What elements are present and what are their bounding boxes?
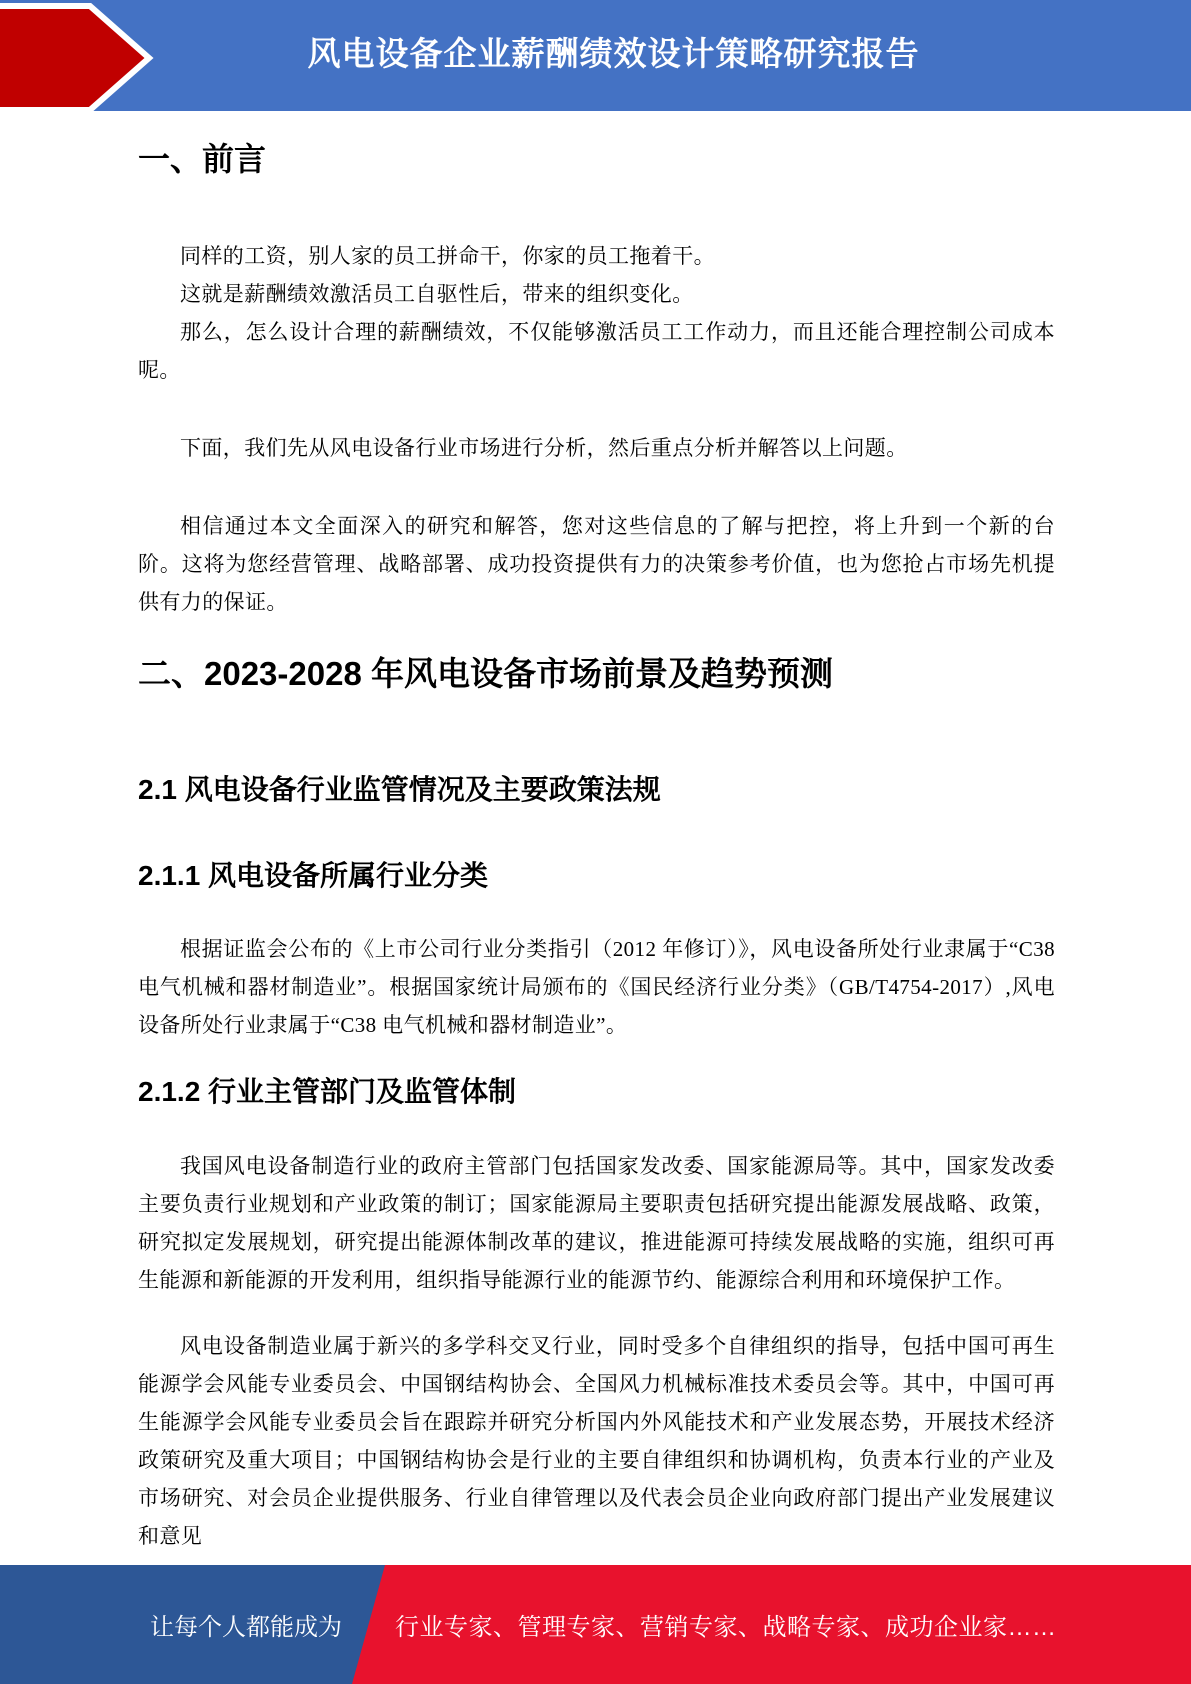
report-title: 风电设备企业薪酬绩效设计策略研究报告	[307, 35, 920, 72]
footer-slogan-right: 行业专家、管理专家、营销专家、战略专家、成功企业家……	[395, 1614, 1057, 1641]
document-body	[138, 111, 1055, 1591]
paragraph-intro-1: 同样的工资，别人家的员工拼命干，你家的员工拖着干。	[180, 244, 715, 268]
header-banner	[0, 0, 1191, 111]
subsection-heading-2-1-2: 2.1.2 行业主管部门及监管体制	[138, 1076, 517, 1107]
section-heading-preface: 一、前言	[138, 141, 267, 177]
section-heading-market-forecast: 二、2023-2028 年风电设备市场前景及趋势预测	[138, 655, 833, 692]
paragraph-intro-5: 相信通过本文全面深入的研究和解答，您对这些信息的了解与把控，将上升到一个新的台阶。这将为您经营管理、战略部署、成功投资提供有力的决策参考价值，也为您抢占市场先机提供有力的保证。	[138, 514, 1055, 614]
subsection-heading-2-1: 2.1 风电设备行业监管情况及主要政策法规	[138, 774, 661, 805]
paragraph-associations: 风电设备制造业属于新兴的多学科交叉行业，同时受多个自律组织的指导，包括中国可再生能源学会风能专业委员会、中国钢结构协会、全国风力机械标准技术委员会等。其中，中国可再生能源学会风能专业委员会旨在跟踪并研究分析国内外风能技术和产业发展态势，开展技术经济政策研究及重大项目；中国钢结构协会是行业的主要自律组织和协调机构，负责本行业的产业及市场研究、对会员企业提供服务、行业自律管理以及代表会员企业向政府部门提出产业发展建议和意见	[138, 1334, 1055, 1548]
paragraph-intro-3: 那么，怎么设计合理的薪酬绩效，不仅能够激活员工工作动力，而且还能合理控制公司成本呢。	[138, 320, 1055, 382]
subsection-heading-2-1-1: 2.1.1 风电设备所属行业分类	[138, 860, 489, 891]
paragraph-regulators: 我国风电设备制造行业的政府主管部门包括国家发改委、国家能源局等。其中，国家发改委主要负责行业规划和产业政策的制订；国家能源局主要职责包括研究提出能源发展战略、政策，研究拟定发展规划，研究提出能源体制改革的建议，推进能源可持续发展战略的实施，组织可再生能源和新能源的开发利用，组织指导能源行业的能源节约、能源综合利用和环境保护工作。	[138, 1154, 1055, 1292]
paragraph-industry-classification: 根据证监会公布的《上市公司行业分类指引（2012 年修订）》，风电设备所处行业隶属于“C38 电气机械和器材制造业”。根据国家统计局颁布的《国民经济行业分类》（GB/T4754-2017）,风电设备所处行业隶属于“C38 电气机械和器材制造业”。	[138, 937, 1055, 1037]
footer-banner	[0, 1565, 1191, 1684]
paragraph-intro-4: 下面，我们先从风电设备行业市场进行分析，然后重点分析并解答以上问题。	[180, 436, 908, 460]
footer-slogan-left: 让每个人都能成为	[150, 1614, 342, 1641]
paragraph-intro-2: 这就是薪酬绩效激活员工自驱性后，带来的组织变化。	[180, 282, 694, 306]
